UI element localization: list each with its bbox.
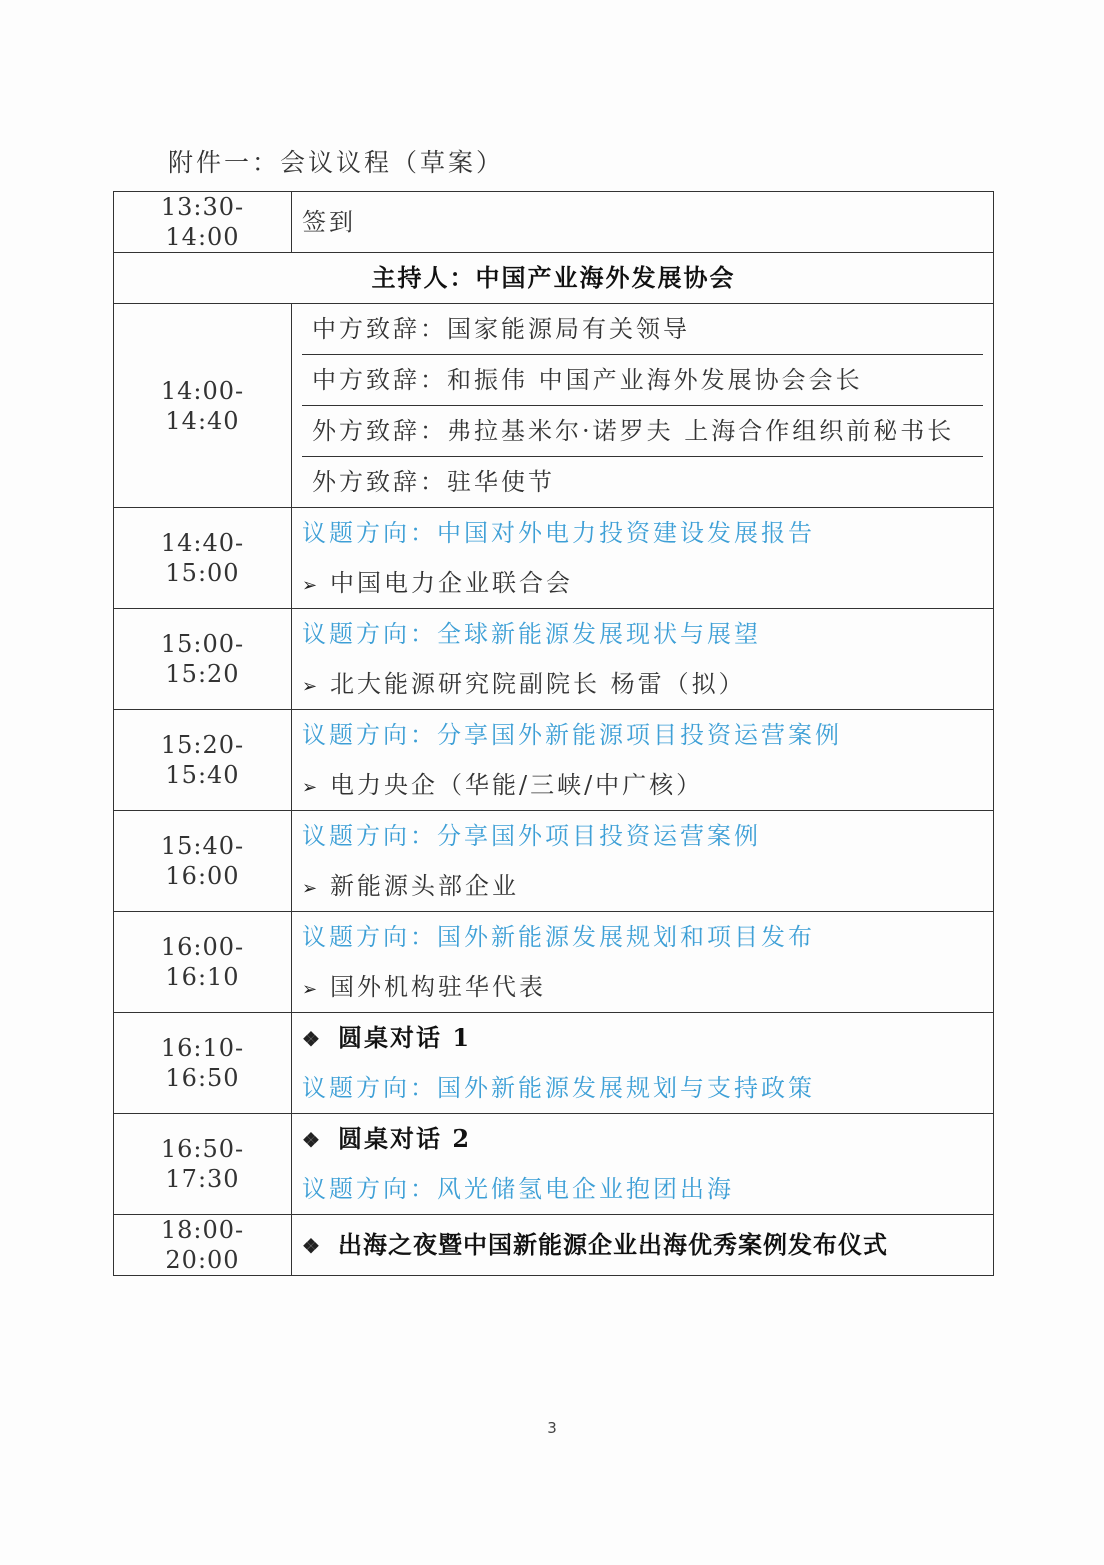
diamond-bullet-icon: ❖ <box>302 1128 320 1152</box>
session-speaker-line <box>302 659 983 709</box>
speech-item: 外方致辞：驻华使节 <box>312 468 555 496</box>
session-speaker: 新能源头部企业 <box>330 872 519 900</box>
roundtable-title: 圆桌对话 2 <box>338 1124 472 1153</box>
session-cell <box>292 710 994 811</box>
session-speaker: 北大能源研究院副院长 杨雷（拟） <box>330 670 746 698</box>
time-cell: 16:50-17:30 <box>114 1114 292 1215</box>
session-speaker-line <box>302 558 983 608</box>
page-title: 附件一：会议议程（草案） <box>168 148 505 177</box>
time-cell: 15:00-15:20 <box>114 609 292 710</box>
roundtable-cell <box>292 1114 994 1215</box>
session-cell <box>292 912 994 1013</box>
roundtable-title-line <box>302 1013 983 1063</box>
roundtable-topic: 议题方向：国外新能源发展规划与支持政策 <box>302 1074 815 1102</box>
agenda-row-speeches <box>114 304 994 508</box>
session-topic: 议题方向：全球新能源发展现状与展望 <box>302 620 761 648</box>
session-cell <box>292 508 994 609</box>
roundtable-cell <box>292 1013 994 1114</box>
time-cell: 15:20-15:40 <box>114 710 292 811</box>
diamond-bullet-icon: ❖ <box>302 1027 320 1051</box>
agenda-row-roundtable <box>114 1114 994 1215</box>
session-speaker-line <box>302 760 983 810</box>
agenda-row-session <box>114 609 994 710</box>
speeches-cell <box>292 304 994 508</box>
arrow-bullet-icon: ➢ <box>302 979 318 1000</box>
evening-cell <box>292 1215 994 1276</box>
agenda-row-roundtable <box>114 1013 994 1114</box>
agenda-row-session <box>114 811 994 912</box>
session-speaker-line <box>302 861 983 911</box>
time-cell: 14:40-15:00 <box>114 508 292 609</box>
roundtable-title-line <box>302 1114 983 1164</box>
session-topic: 议题方向：分享国外项目投资运营案例 <box>302 822 761 850</box>
roundtable-topic: 议题方向：风光储氢电企业抱团出海 <box>302 1175 734 1203</box>
session-topic: 议题方向：中国对外电力投资建设发展报告 <box>302 519 815 547</box>
agenda-row-session <box>114 912 994 1013</box>
arrow-bullet-icon: ➢ <box>302 878 318 899</box>
evening-title: 出海之夜暨中国新能源企业出海优秀案例发布仪式 <box>338 1229 888 1259</box>
time-cell: 18:00-20:00 <box>114 1215 292 1276</box>
agenda-row-signin <box>114 192 994 253</box>
session-speaker: 国外机构驻华代表 <box>330 973 546 1001</box>
speech-item: 外方致辞：弗拉基米尔·诺罗夫 上海合作组织前秘书长 <box>302 406 983 457</box>
session-cell <box>292 811 994 912</box>
agenda-row-session <box>114 710 994 811</box>
agenda-row-host <box>114 253 994 304</box>
arrow-bullet-icon: ➢ <box>302 575 318 596</box>
speech-item: 中方致辞：国家能源局有关领导 <box>302 304 983 355</box>
session-topic: 议题方向：国外新能源发展规划和项目发布 <box>302 923 815 951</box>
time-cell: 13:30-14:00 <box>114 192 292 253</box>
arrow-bullet-icon: ➢ <box>302 676 318 697</box>
time-cell: 14:00-14:40 <box>114 304 292 508</box>
arrow-bullet-icon: ➢ <box>302 777 318 798</box>
page-number: 3 <box>547 1419 557 1437</box>
signin-label: 签到 <box>292 192 994 253</box>
session-speaker: 中国电力企业联合会 <box>330 569 573 597</box>
session-speaker-line <box>302 962 983 1012</box>
agenda-table <box>113 191 994 1276</box>
diamond-bullet-icon: ❖ <box>302 1233 320 1258</box>
host-label: 主持人：中国产业海外发展协会 <box>114 253 994 304</box>
time-cell: 16:00-16:10 <box>114 912 292 1013</box>
time-cell: 16:10-16:50 <box>114 1013 292 1114</box>
session-topic: 议题方向：分享国外新能源项目投资运营案例 <box>302 721 842 749</box>
session-speaker: 电力央企（华能/三峡/中广核） <box>330 771 704 799</box>
speech-item: 中方致辞：和振伟 中国产业海外发展协会会长 <box>302 355 983 406</box>
session-cell <box>292 609 994 710</box>
agenda-row-session <box>114 508 994 609</box>
time-cell: 15:40-16:00 <box>114 811 292 912</box>
evening-title-line <box>302 1230 888 1259</box>
roundtable-title: 圆桌对话 1 <box>338 1023 472 1052</box>
agenda-row-evening <box>114 1215 994 1276</box>
